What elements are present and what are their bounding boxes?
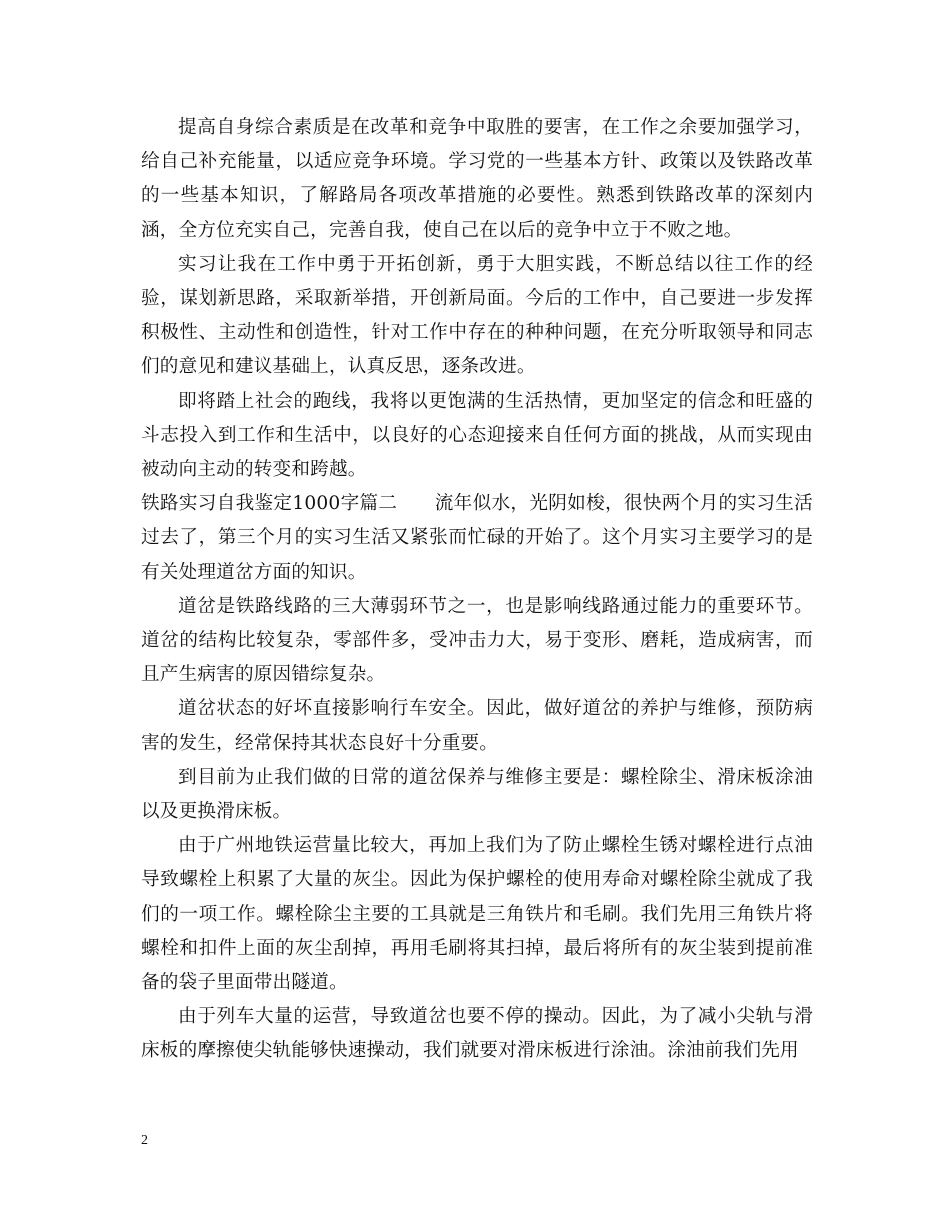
paragraph: 实习让我在工作中勇于开拓创新，勇于大胆实践，不断总结以往工作的经验，谋划新思路，采取新举措，开创新局面。今后的工作中，自己要进一步发挥积极性、主动性和创造性，针对工作中存在的种种问题，在充分听取领导和同志们的意见和建议基础上，认真反思，逐条改进。 — [141, 253, 813, 378]
paragraph: 即将踏上社会的跑线，我将以更饱满的生活热情，更加坚定的信念和旺盛的斗志投入到工作和生活中，以良好的心态迎接来自任何方面的挑战，从而实现由被动向主动的转变和跨越。 — [141, 390, 813, 481]
paragraph: 由于广州地铁运营量比较大，再加上我们为了防止螺栓生锈对螺栓进行点油导致螺栓上积累了大量的灰尘。因此为保护螺栓的使用寿命对螺栓除尘就成了我们的一项工作。螺栓除尘主要的工具就是三角铁片和毛刷。我们先用三角铁片将螺栓和扣件上面的灰尘刮掉，再用毛刷将其扫掉，最后将所有的灰尘装到提前准备的袋子里面带出隧道。 — [141, 835, 813, 994]
paragraph: 到目前为止我们做的日常的道岔保养与维修主要是：螺栓除尘、滑床板涂油以及更换滑床板。 — [141, 766, 813, 823]
paragraph: 道岔状态的好坏直接影响行车安全。因此，做好道岔的养护与维修，预防病害的发生，经常保持其状态良好十分重要。 — [141, 698, 813, 754]
heading-gap — [397, 493, 434, 514]
page-number: 2 — [141, 1133, 148, 1148]
paragraph: 由于列车大量的运营，导致道岔也要不停的操动。因此，为了减小尖轨与滑床板的摩擦使尖轨能够快速操动，我们就要对滑床板进行涂油。涂油前我们先用 — [141, 1006, 813, 1062]
paragraph: 道岔是铁路线路的三大薄弱环节之一，也是影响线路通过能力的重要环节。道岔的结构比较复杂，零部件多，受冲击力大，易于变形、磨耗，造成病害，而且产生病害的原因错综复杂。 — [141, 595, 813, 686]
paragraph: 提高自身综合素质是在改革和竞争中取胜的要害，在工作之余要加强学习，给自己补充能量，以适应竞争环境。学习党的一些基本方针、政策以及铁路改革的一些基本知识，了解路局各项改革措施的必要性。熟悉到铁路改革的深刻内涵，全方位充实自己，完善自我，使自己在以后的竞争中立于不败之地。 — [141, 117, 813, 241]
section-first-paragraph: 流年似水，光阴如梭，很快两个月的实习生活过去了，第三个月的实习生活又紧张而忙碌的开始了。这个月实习主要学习的是有关处理道岔方面的知识。 — [141, 493, 813, 583]
section-heading: 铁路实习自我鉴定1000字篇二 — [141, 493, 398, 515]
document-body — [141, 111, 813, 1069]
section-paragraph — [141, 487, 813, 590]
